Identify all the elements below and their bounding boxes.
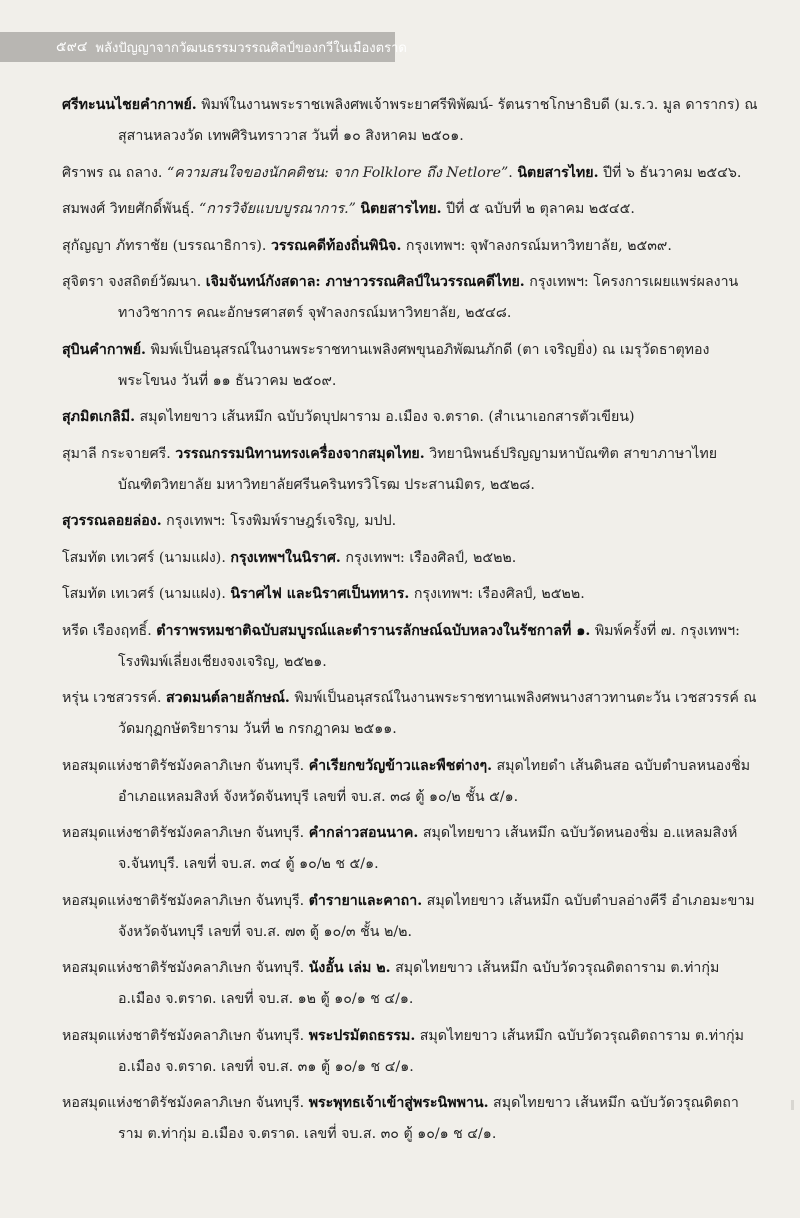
entry-punct: . xyxy=(508,164,518,181)
entry-author: ศิราพร ณ ถลาง. xyxy=(62,164,167,181)
entry-author-title: สุวรรณลอยล่อง. xyxy=(62,513,162,529)
bibliography-entry xyxy=(62,1088,762,1150)
bibliography-entry xyxy=(62,953,762,1015)
entry-details: สมุดไทยขาว เส้นหมึก ฉบับวัดหนองชิ่ม อ.แหลมสิงห์ จ.จันทบุรี. เลขที่ จบ.ส. ๓๔ ตู้ ๑๐/๒ ช ๕/๑. xyxy=(118,825,738,872)
entry-details: ปีที่ ๖ ธันวาคม ๒๕๔๖. xyxy=(598,164,742,181)
entry-title: กรุงเทพฯในนิราศ. xyxy=(230,549,341,566)
entry-author: โสมทัต เทเวศร์ (นามแฝง). xyxy=(62,586,231,602)
entry-author: หอสมุดแห่งชาติรัชมังคลาภิเษก จันทบุรี. xyxy=(62,757,309,774)
entry-details: พิมพ์ครั้งที่ ๗. กรุงเทพฯ: โรงพิมพ์เลี่ยงเชียงจงเจริญ, ๒๕๒๑. xyxy=(118,622,740,670)
bibliography-entry xyxy=(62,751,762,813)
entry-article-title: “ความสนใจของนักคติชน: จาก Folklore ถึง Netlore” xyxy=(166,164,509,181)
entry-details: ปีที่ ๕ ฉบับที่ ๒ ตุลาคม ๒๕๔๕. xyxy=(441,201,635,217)
entry-details: พิมพ์ในงานพระราชเพลิงศพเจ้าพระยาศรีพิพัฒน์- รัตนราชโกษาธิบดี (ม.ร.ว. มูล ดารากร) ณ สุสานหลวงวัด เทพศิรินทราวาส วันที่ ๑๐ สิงหาคม ๒๕๐๑. xyxy=(118,97,758,144)
entry-title: นิราศไฟ และนิราศเป็นทหาร. xyxy=(230,586,410,602)
entry-title: นังอั้น เล่ม ๒. xyxy=(308,960,391,976)
entry-details: กรุงเทพฯ: โรงพิมพ์ราษฎร์เจริญ, มปป. xyxy=(161,513,397,529)
bibliography-entry xyxy=(62,543,762,574)
bibliography-entry xyxy=(62,818,762,880)
running-title: พลังปัญญาจากวัฒนธรรมวรรณศิลป์ของกวีในเมืองตราด xyxy=(95,40,407,56)
entry-title: วรรณกรรมนิทานทรงเครื่องจากสมุดไทย. xyxy=(175,445,425,462)
entry-author: หอสมุดแห่งชาติรัชมังคลาภิเษก จันทบุรี. xyxy=(62,1027,309,1044)
entry-author: หอสมุดแห่งชาติรัชมังคลาภิเษก จันทบุรี. xyxy=(62,1095,309,1111)
entry-title: ตำรายาและคาถา. xyxy=(308,892,423,909)
entry-details: กรุงเทพฯ: เรืองศิลป์, ๒๕๒๒. xyxy=(340,549,517,566)
entry-details: สมุดไทยขาว เส้นหมึก ฉบับวัดบุปผาราม อ.เมือง จ.ตราด. (สำเนาเอกสารตัวเขียน) xyxy=(135,409,635,425)
bibliography-entry xyxy=(62,506,762,537)
entry-title: พระพุทธเจ้าเข้าสู่พระนิพพาน. xyxy=(308,1095,489,1111)
running-header xyxy=(0,32,407,62)
bibliography-entry xyxy=(62,439,762,501)
entry-author: หอสมุดแห่งชาติรัชมังคลาภิเษก จันทบุรี. xyxy=(62,825,309,841)
bibliography-entry xyxy=(62,402,762,433)
bibliography-entry xyxy=(62,194,762,225)
page-edge-mark xyxy=(791,1100,794,1110)
entry-title: วรรณคดีท้องถิ่นพินิจ. xyxy=(270,237,402,254)
entry-journal: นิตยสารไทย. xyxy=(360,201,442,217)
entry-author: สมพงศ์ วิทยศักดิ์พันธุ์. xyxy=(62,201,199,217)
bibliography-entry xyxy=(62,158,762,189)
entry-author: โสมทัต เทเวศร์ (นามแฝง). xyxy=(62,549,231,566)
page-number: ๕๙๔ xyxy=(56,39,88,55)
entry-author: หรีด เรืองฤทธิ์. xyxy=(62,622,157,639)
entry-author-title: สุบินคำกาพย์. xyxy=(62,341,146,358)
entry-details: สมุดไทยขาว เส้นหมึก ฉบับวัดวรุณดิตถาราม ต.ท่ากุ่ม อ.เมือง จ.ตราด. เลขที่ จบ.ส. ๓๐ ตู้ ๑๐/๑ ช ๔/๑. xyxy=(118,1095,739,1142)
bibliography-entry xyxy=(62,1021,762,1083)
entry-article-title: “การวิจัยแบบบูรณาการ.” xyxy=(198,201,356,217)
entry-author: สุจิตรา จงสถิตย์วัฒนา. xyxy=(62,274,206,290)
entry-author: หรุ่น เวชสวรรค์. xyxy=(62,690,167,706)
bibliography xyxy=(62,90,762,1156)
bibliography-entry xyxy=(62,335,762,397)
entry-details: กรุงเทพฯ: โครงการเผยแพร่ผลงานทางวิชาการ คณะอักษรศาสตร์ จุฬาลงกรณ์มหาวิทยาลัย, ๒๕๔๘. xyxy=(118,274,739,321)
entry-author: หอสมุดแห่งชาติรัชมังคลาภิเษก จันทบุรี. xyxy=(62,960,309,976)
entry-title: เจิมจันทน์กังสดาล: ภาษาวรรณศิลป์ในวรรณคดีไทย. xyxy=(205,274,525,290)
entry-details: กรุงเทพฯ: จุฬาลงกรณ์มหาวิทยาลัย, ๒๕๓๙. xyxy=(401,237,672,254)
bibliography-entry xyxy=(62,886,762,948)
bibliography-entry xyxy=(62,267,762,329)
entry-author: สุกัญญา ภัทราชัย (บรรณาธิการ). xyxy=(62,237,271,254)
entry-author: หอสมุดแห่งชาติรัชมังคลาภิเษก จันทบุรี. xyxy=(62,892,309,909)
entry-title: พระปรมัตถธรรม. xyxy=(308,1027,416,1044)
entry-title: ตำราพรหมชาติฉบับสมบูรณ์และตำรานรลักษณ์ฉบับหลวงในรัชกาลที่ ๑. xyxy=(156,622,591,639)
entry-details: วิทยานิพนธ์ปริญญามหาบัณฑิต สาขาภาษาไทย บัณฑิตวิทยาลัย มหาวิทยาลัยศรีนครินทรวิโรฒ ประสานมิตร, ๒๕๒๘. xyxy=(118,445,718,493)
entry-details: สมุดไทยขาว เส้นหมึก ฉบับตำบลอ่างคีรี อำเภอมะขาม จังหวัดจันทบุรี เลขที่ จบ.ส. ๗๓ ตู้ ๑๐/๓ ชั้น ๒/๒. xyxy=(118,892,755,940)
entry-details: กรุงเทพฯ: เรืองศิลป์, ๒๕๒๒. xyxy=(409,586,585,602)
entry-details: พิมพ์เป็นอนุสรณ์ในงานพระราชทานเพลิงศพนางสาวทานตะวัน เวชสวรรค์ ณ วัดมกุฏกษัตริยาราม วันที่ ๒ กรกฎาคม ๒๕๑๑. xyxy=(118,690,757,737)
entry-details: สมุดไทยดำ เส้นดินสอ ฉบับตำบลหนองชิ่ม อำเภอแหลมสิงห์ จังหวัดจันทบุรี เลขที่ จบ.ส. ๓๘ ตู้ ๑๐/๒ ชั้น ๕/๑. xyxy=(118,757,751,805)
entry-title: คำกล่าวสอนนาค. xyxy=(308,825,419,841)
entry-author-title: สุภมิตเกลิมี. xyxy=(62,409,136,425)
entry-details: สมุดไทยขาว เส้นหมึก ฉบับวัดวรุณดิตถาราม ต.ท่ากุ่ม อ.เมือง จ.ตราด. เลขที่ จบ.ส. ๑๒ ตู้ ๑๐/๑ ช ๔/๑. xyxy=(118,960,720,1007)
entry-author: สุมาลี กระจายศรี. xyxy=(62,445,176,462)
bibliography-entry xyxy=(62,231,762,262)
bibliography-entry xyxy=(62,683,762,745)
entry-title: สวดมนต์ลายลักษณ์. xyxy=(166,690,290,706)
entry-journal: นิตยสารไทย. xyxy=(517,164,599,181)
entry-details: สมุดไทยขาว เส้นหมึก ฉบับวัดวรุณดิตถาราม ต.ท่ากุ่ม อ.เมือง จ.ตราด. เลขที่ จบ.ส. ๓๑ ตู้ ๑๐/๑ ช ๔/๑. xyxy=(118,1027,744,1075)
entry-details: พิมพ์เป็นอนุสรณ์ในงานพระราชทานเพลิงศพขุนอภิพัฒนภักดี (ตา เจริญยิ่ง) ณ เมรุวัดธาตุทองพระโขนง วันที่ ๑๑ ธันวาคม ๒๕๐๙. xyxy=(118,341,710,389)
entry-author-title: ศรีทะนนไชยคำกาพย์. xyxy=(62,97,197,113)
bibliography-entry xyxy=(62,616,762,678)
bibliography-entry xyxy=(62,579,762,610)
entry-title: คำเรียกขวัญข้าวและพืชต่างๆ. xyxy=(308,757,493,774)
bibliography-entry xyxy=(62,90,762,152)
